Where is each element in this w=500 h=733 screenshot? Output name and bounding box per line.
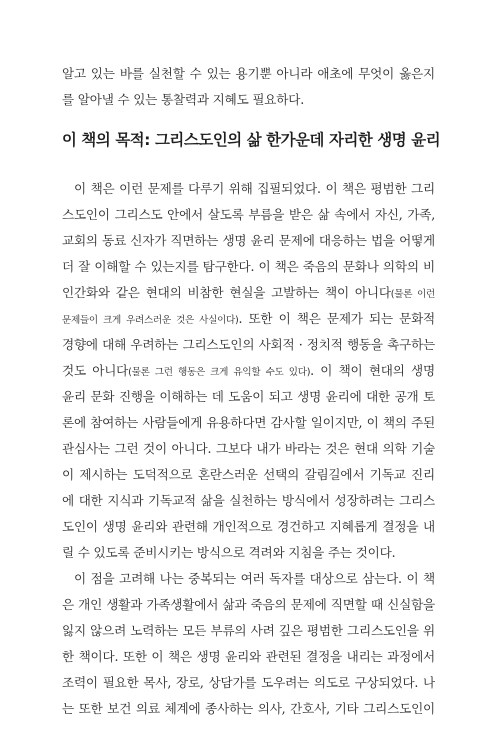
body-line-8-end: . 이 책이 현대의 생명: [310, 363, 435, 378]
body-line-10: 론에 참여하는 사람들에게 유용하다면 감사할 일이지만, 이 책의 주된: [62, 415, 435, 430]
body-line-5-text: 인간화와 같은 현대의 비참한 현실을 고발하는 책이 아니다: [62, 285, 391, 300]
section-heading: 이 책의 목적: 그리스도인의 삶 한가운데 자리한 생명 윤리: [62, 131, 441, 149]
body-line-7: 경향에 대해 우려하는 그리스도인의 사회적 · 정치적 행동을 촉구하는: [62, 337, 435, 352]
body-line-6: [62, 306, 435, 332]
body-line-20: 조력이 필요한 목사, 장로, 상담가를 도우려는 의도로 구상되었다. 나: [62, 675, 435, 690]
body-line-21: 는 또한 보건 의료 체계에 종사하는 의사, 간호사, 기타 그리스도인이: [62, 701, 435, 716]
body-line-2: 스도인이 그리스도 안에서 살도록 부름을 받은 삶 속에서 자신, 가족,: [62, 207, 435, 222]
body-line-5-note: (물론 이런: [390, 289, 435, 300]
body-line-8: [62, 358, 435, 384]
body-line-4: 더 잘 이해할 수 있는지를 탐구한다. 이 책은 죽음의 문화나 의학의 비: [62, 259, 435, 274]
body-line-9: 윤리 문화 진행을 이해하는 데 도움이 되고 생명 윤리에 대한 공개 토: [62, 389, 435, 404]
body-line-6-text: . 또한 이 책은 문제가 되는 문화적: [238, 311, 435, 326]
body-line-13: 에 대한 지식과 기독교적 삶을 실천하는 방식에서 성장하려는 그리스: [62, 493, 435, 508]
body-line-19: 한 책이다. 또한 이 책은 생명 윤리와 관련된 결정을 내리는 과정에서: [62, 649, 435, 664]
intro-line-1: 알고 있는 바를 실천할 수 있는 용기뿐 아니라 애초에 무엇이 옳은지: [62, 66, 435, 81]
body-line-11: 관심사는 그런 것이 아니다. 그보다 내가 바라는 것은 현대 의학 기술: [62, 441, 435, 456]
body-line-3: 교회의 동료 신자가 직면하는 생명 윤리 문제에 대응하는 법을 어떻게: [62, 233, 435, 248]
body-line-6-note: 문제들이 크게 우려스러운 것은 사실이다): [62, 315, 239, 326]
intro-line-2: 를 알아낼 수 있는 통찰력과 지혜도 필요하다.: [62, 92, 305, 107]
body-line-8-start: 것도 아니다: [62, 363, 129, 378]
body-line-14: 도인이 생명 윤리와 관련해 개인적으로 경건하고 지혜롭게 결정을 내: [62, 519, 435, 534]
body-line-12: 이 제시하는 도덕적으로 혼란스러운 선택의 갈림길에서 기독교 진리: [62, 467, 435, 482]
body-line-17: 은 개인 생활과 가족생활에서 삶과 죽음의 문제에 직면할 때 신실함을: [62, 597, 435, 612]
body-line-15: 릴 수 있도록 준비시키는 방식으로 격려와 지침을 주는 것이다.: [62, 545, 396, 560]
body-line-1: 이 책은 이런 문제를 다루기 위해 집필되었다. 이 책은 평범한 그리: [74, 181, 435, 196]
body-line-8-note: (물론 그런 행동은 크게 유익할 수도 있다): [128, 367, 311, 378]
body-line-16: 이 점을 고려해 나는 중복되는 여러 독자를 대상으로 삼는다. 이 책: [74, 571, 435, 586]
body-line-5: [62, 280, 435, 306]
body-line-18: 잃지 않으려 노력하는 모든 부류의 사려 깊은 평범한 그리스도인을 위: [62, 623, 435, 638]
